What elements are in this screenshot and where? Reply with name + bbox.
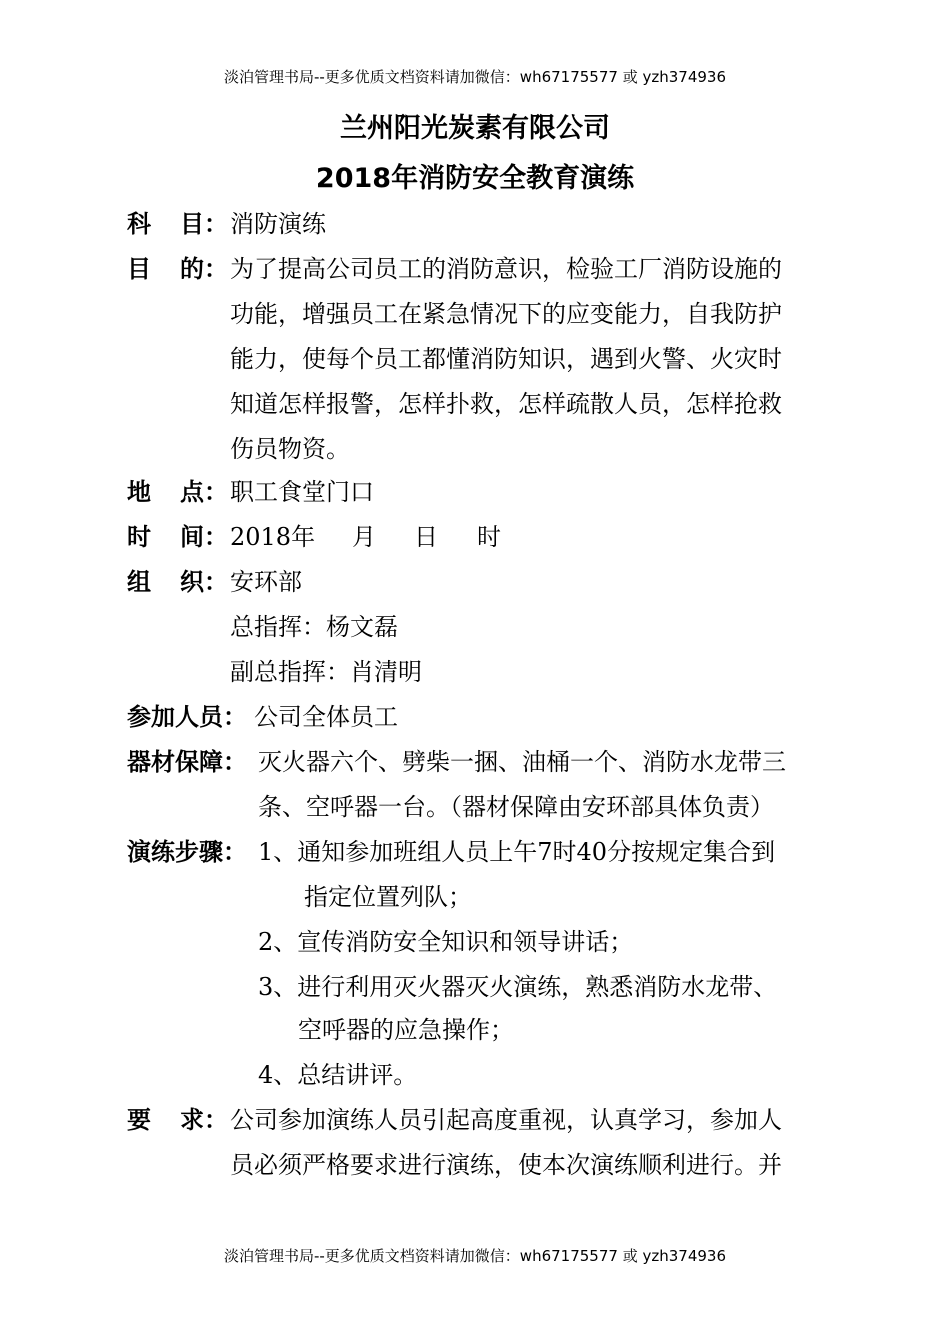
equipment-label: 器材保障： [127, 748, 247, 776]
steps-label: 演练步骤： [127, 838, 247, 866]
location-colon: ： [204, 478, 228, 506]
company-title: 兰州阳光炭素有限公司 [340, 113, 610, 144]
requirement-label-b: 求 [180, 1106, 204, 1134]
participants-value: 公司全体员工 [254, 703, 398, 731]
requirement-label-a: 要 [127, 1106, 151, 1134]
step-item: 4、总结讲评。 [258, 1061, 418, 1089]
purpose-line: 能力，使每个员工都懂消防知识，遇到火警、火灾时 [230, 345, 782, 373]
step-item: 1、通知参加班组人员上午7时40分按规定集合到 [258, 838, 776, 866]
requirement-colon: ： [204, 1106, 228, 1134]
purpose-colon: ： [204, 255, 228, 283]
subject-label-b: 目 [180, 210, 204, 238]
time-hour: 时 [477, 523, 501, 551]
time-label-a: 时 [127, 523, 151, 551]
organizer-label-a: 组 [127, 568, 151, 596]
document-title: 2018年消防安全教育演练 [315, 163, 635, 194]
time-day: 日 [414, 523, 438, 551]
step-item-continuation: 空呼器的应急操作； [298, 1016, 514, 1044]
purpose-label-b: 的 [180, 255, 204, 283]
subject-colon: ： [204, 210, 228, 238]
location-value: 职工食堂门口 [230, 478, 374, 506]
deputy-commander: 副总指挥：肖清明 [230, 658, 422, 686]
subject-label-a: 科 [127, 210, 151, 238]
commander: 总指挥：杨文磊 [230, 613, 398, 641]
equipment-line: 灭火器六个、劈柴一捆、油桶一个、消防水龙带三 [258, 748, 786, 776]
time-label-b: 间 [180, 523, 204, 551]
location-label-b: 点 [180, 478, 204, 506]
subject-value: 消防演练 [230, 210, 326, 238]
purpose-line: 功能，增强员工在紧急情况下的应变能力，自我防护 [230, 300, 782, 328]
organizer-label-b: 织 [180, 568, 204, 596]
time-colon: ： [204, 523, 228, 551]
step-item: 2、宣传消防安全知识和领导讲话； [258, 928, 634, 956]
equipment-line: 条、空呼器一台。（器材保障由安环部具体负责） [258, 793, 774, 821]
location-label-a: 地 [127, 478, 151, 506]
purpose-line: 伤员物资。 [230, 435, 350, 463]
header-note: 淡泊管理书局--更多优质文档资料请加微信：wh67175577 或 yzh374936 [223, 68, 726, 86]
requirement-line: 公司参加演练人员引起高度重视，认真学习，参加人 [230, 1106, 782, 1134]
organizer-value: 安环部 [230, 568, 302, 596]
step-item: 3、进行利用灭火器灭火演练，熟悉消防水龙带、 [258, 973, 778, 1001]
time-year: 2018年 [230, 523, 316, 551]
time-month: 月 [352, 523, 376, 551]
purpose-label-a: 目 [127, 255, 151, 283]
step-item-continuation: 指定位置列队； [304, 883, 472, 911]
purpose-line: 为了提高公司员工的消防意识，检验工厂消防设施的 [230, 255, 782, 283]
requirement-line: 员必须严格要求进行演练，使本次演练顺利进行。并 [230, 1151, 782, 1179]
purpose-line: 知道怎样报警，怎样扑救，怎样疏散人员，怎样抢救 [230, 390, 782, 418]
footer-note: 淡泊管理书局--更多优质文档资料请加微信：wh67175577 或 yzh374936 [223, 1247, 726, 1265]
participants-label: 参加人员： [127, 703, 247, 731]
organizer-colon: ： [204, 568, 228, 596]
